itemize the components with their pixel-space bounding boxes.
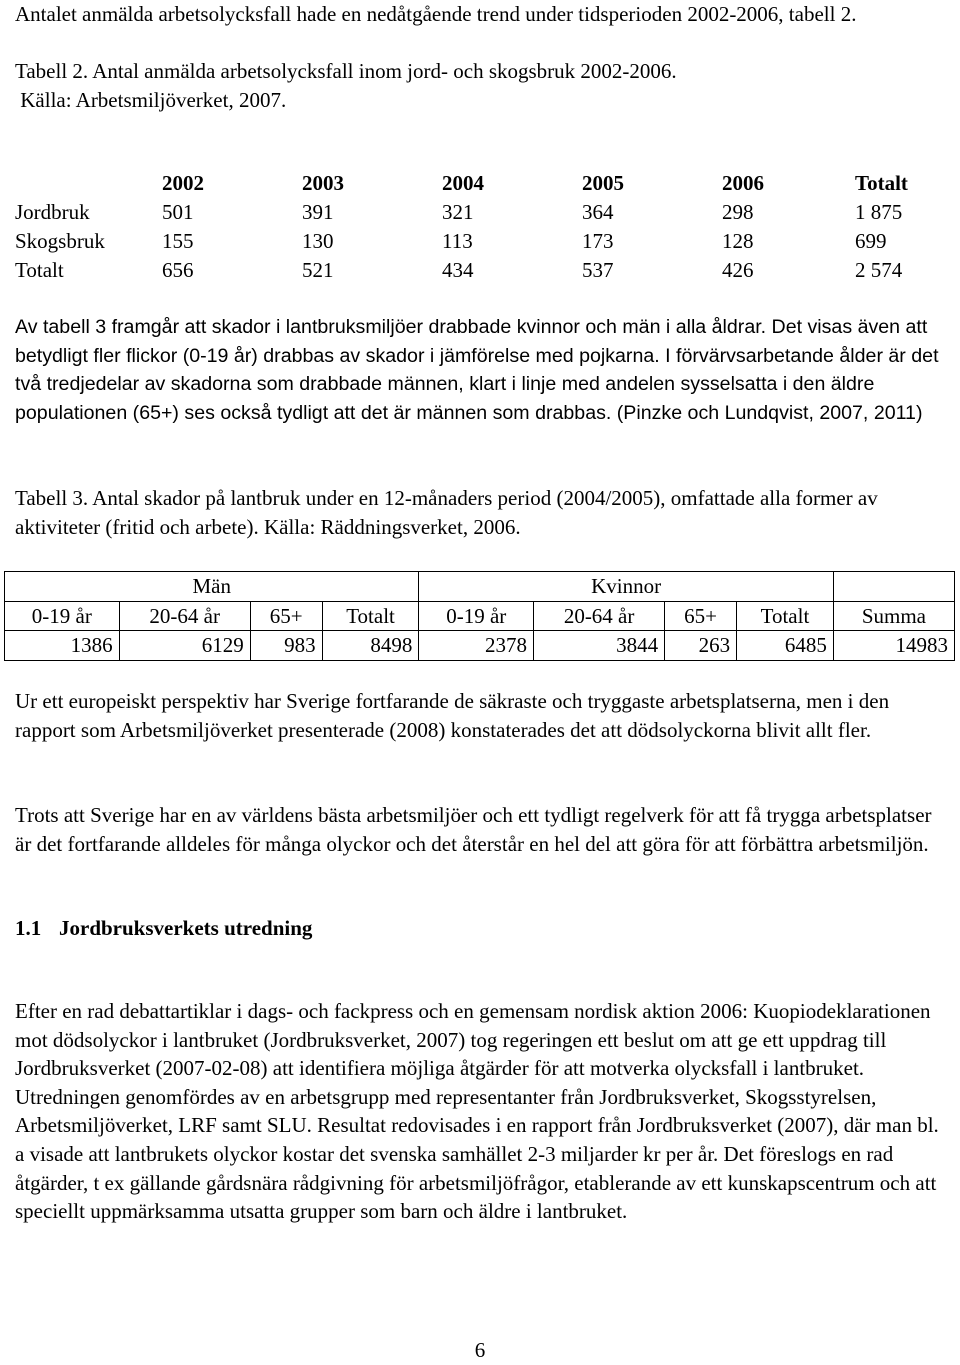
table-cell: 321 bbox=[442, 200, 474, 225]
europe-paragraph: Ur ett europeiskt perspektiv har Sverige fortfarande de säkraste och tryggaste arbetsplatserna, men i den rapport som Arbetsmiljöverket presenterade (2008) konstaterades det att dödsolyckorna blivit allt fler. bbox=[15, 689, 890, 742]
page-number: 6 bbox=[474, 1338, 486, 1362]
table-header-cell: Totalt bbox=[855, 171, 908, 196]
table-cell: 1 875 bbox=[855, 200, 903, 225]
intro-paragraph: Antalet anmälda arbetsolycksfall hade en nedåtgående trend under tidsperioden 2002-2006, tabell 2. bbox=[15, 2, 857, 26]
jordbruksverket-paragraph: Efter en rad debattartiklar i dags- och fackpress och en gemensam nordisk aktion 2006: Kuopiodeklarationen mot dödsolyckor i lantbruket (Jordbruksverket, 2007) tog regeringen ett beslut om att ge ett uppdrag till Jordbruksverket (2007-02-08) att identifiera möjliga åtgärder för att motverka olycksfall i lantbruket. Utredningen genomfördes av en arbetsgrupp med representanter från Jordbruksverket, Skogsstyrelsen, Arbetsmiljöverket, LRF samt SLU. Resultat redovisades i en rapport från Jordbruksverket (2007), där man bl. a visade att lantbrukets olyckor kostar det svenska samhället 2-3 miljarder kr per år. Det föreslogs en rad åtgärder, t ex gällande gårdsnära rådgivning för arbetsmiljöfrågor, etablerande av ett kunskapscentrum och att speciellt uppmärksamma utsatta grupper som barn och äldre i lantbruket. bbox=[15, 999, 939, 1224]
table3-caption: Tabell 3. Antal skador på lantbruk under en 12-månaders period (2004/2005), omfattade alla former av aktiviteter (fritid och arbete). Källa: Räddningsverket, 2006. bbox=[15, 486, 878, 539]
table3-group-row bbox=[5, 572, 955, 602]
section-heading bbox=[15, 914, 945, 943]
table-header-cell: 20-64 år bbox=[534, 601, 665, 631]
table3 bbox=[4, 571, 955, 661]
table-cell: 521 bbox=[302, 258, 334, 283]
table-cell: Skogsbruk bbox=[15, 229, 105, 254]
table-cell bbox=[833, 572, 954, 602]
table-header-cell: 0-19 år bbox=[419, 601, 534, 631]
table-cell: 1386 bbox=[5, 631, 120, 661]
table-cell: 364 bbox=[582, 200, 614, 225]
table-cell: 263 bbox=[665, 631, 737, 661]
section-title: Jordbruksverkets utredning bbox=[59, 916, 313, 940]
table-cell: 14983 bbox=[833, 631, 954, 661]
table-header-cell: 2005 bbox=[582, 171, 624, 196]
table-cell: 128 bbox=[722, 229, 754, 254]
table-cell: 6129 bbox=[119, 631, 250, 661]
table-header-cell: 20-64 år bbox=[119, 601, 250, 631]
table-header-cell: 2003 bbox=[302, 171, 344, 196]
table-cell: 501 bbox=[162, 200, 194, 225]
table-cell: 113 bbox=[442, 229, 473, 254]
table-header-cell: Summa bbox=[833, 601, 954, 631]
table-row bbox=[15, 198, 915, 227]
table-cell: 173 bbox=[582, 229, 614, 254]
table-header-cell: 65+ bbox=[665, 601, 737, 631]
table2-caption-line2: Källa: Arbetsmiljöverket, 2007. bbox=[15, 87, 287, 112]
table-cell: 699 bbox=[855, 229, 887, 254]
table-header-cell: Totalt bbox=[737, 601, 834, 631]
table-cell: Totalt bbox=[15, 258, 64, 283]
table-cell: 2378 bbox=[419, 631, 534, 661]
section-number: 1.1 bbox=[15, 916, 42, 940]
table-cell: 3844 bbox=[534, 631, 665, 661]
table-cell: 426 bbox=[722, 258, 754, 283]
table-cell: 155 bbox=[162, 229, 194, 254]
table-row bbox=[5, 631, 955, 661]
table-cell: 130 bbox=[302, 229, 334, 254]
table-header-cell: 0-19 år bbox=[5, 601, 120, 631]
trots-paragraph: Trots att Sverige har en av världens bästa arbetsmiljöer och ett tydligt regelverk för att få trygga arbetsplatser är det fortfarande alldeles för många olyckor och det återstår en hel del att göra för att förbättra arbetsmiljön. bbox=[15, 803, 932, 856]
table-row bbox=[15, 227, 915, 256]
table-cell: 434 bbox=[442, 258, 474, 283]
table-header-cell: 2006 bbox=[722, 171, 764, 196]
table-cell: 6485 bbox=[737, 631, 834, 661]
table3-intro-paragraph: Av tabell 3 framgår att skador i lantbruksmiljöer drabbade kvinnor och män i alla åldrar. Det visas även att betydligt fler flickor (0-19 år) drabbas av skador i jämförelse med pojkarna. I förvärvsarbetande ålder är det två tredjedelar av skadorna som drabbade männen, klart i linje med andelen sysselsatta i den äldre populationen (65+) ses också tydligt att det är männen som drabbas. (Pinzke och Lundqvist, 2007, 2011) bbox=[15, 316, 939, 424]
table-cell: 656 bbox=[162, 258, 194, 283]
table-header-cell: 2004 bbox=[442, 171, 484, 196]
table-header-cell: Totalt bbox=[322, 601, 419, 631]
table-row bbox=[15, 256, 915, 285]
table-cell: 391 bbox=[302, 200, 334, 225]
table-cell: 2 574 bbox=[855, 258, 903, 283]
table2 bbox=[15, 169, 915, 285]
table-cell: Jordbruk bbox=[15, 200, 90, 225]
table3-header-row bbox=[5, 601, 955, 631]
table2-caption-line1: Tabell 2. Antal anmälda arbetsolycksfall inom jord- och skogsbruk 2002-2006. bbox=[15, 59, 677, 83]
table-header-cell: 2002 bbox=[162, 171, 204, 196]
table-cell: 298 bbox=[722, 200, 754, 225]
table2-caption bbox=[15, 57, 945, 114]
table-cell: 8498 bbox=[322, 631, 419, 661]
group-header-men: Män bbox=[5, 572, 419, 602]
table2-header-row bbox=[15, 169, 915, 198]
table-header-cell: 65+ bbox=[250, 601, 322, 631]
group-header-women: Kvinnor bbox=[419, 572, 833, 602]
table-cell: 537 bbox=[582, 258, 614, 283]
table-cell: 983 bbox=[250, 631, 322, 661]
table-cell bbox=[15, 169, 155, 198]
